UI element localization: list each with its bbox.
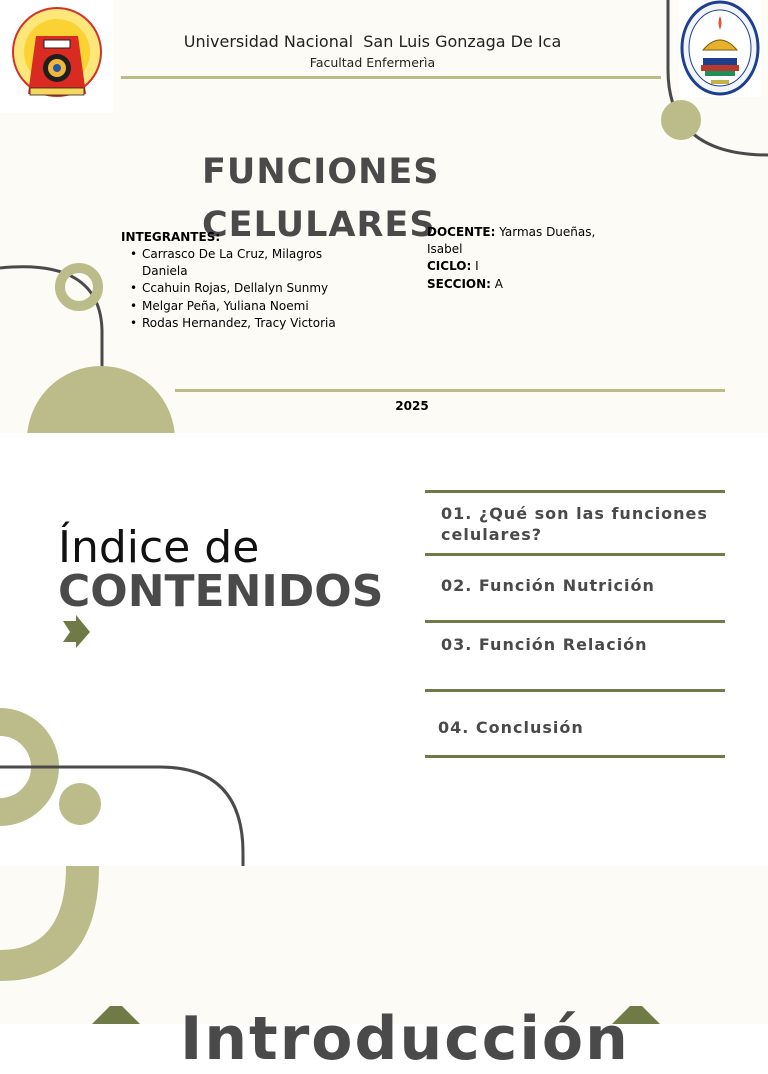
index-rule xyxy=(425,755,725,758)
index-item-3[interactable]: 03. Función Relación xyxy=(441,635,648,654)
members-heading: INTEGRANTES: xyxy=(121,230,221,244)
university-logo-right xyxy=(679,0,761,97)
cover-title-line1: FUNCIONES xyxy=(202,152,440,192)
index-dot-left xyxy=(59,783,101,825)
section-label: SECCION: xyxy=(427,276,491,291)
cover-arc-left xyxy=(0,267,102,370)
member-item: • Carrasco De La Cruz, Milagros Daniela xyxy=(128,246,363,280)
cover-half-circle xyxy=(27,366,175,433)
index-rule xyxy=(425,553,725,556)
index-heading-small: Índice de xyxy=(58,522,260,573)
index-rule xyxy=(425,490,725,493)
index-heading-big: CONTENIDOS xyxy=(58,566,384,617)
cover-title xyxy=(202,146,440,252)
intro-quarter-ring xyxy=(0,866,99,981)
index-item-1[interactable]: 01. ¿Qué son las funciones celulares? xyxy=(441,504,708,544)
cover-title-line2: CELULARES xyxy=(202,205,436,245)
members-list xyxy=(128,246,363,332)
cover-dot-top-right xyxy=(661,100,701,140)
teacher-row xyxy=(427,224,617,258)
course-info xyxy=(427,224,617,293)
teacher-value: Yarmas Dueñas, Isabel xyxy=(427,225,596,257)
index-rule xyxy=(425,620,725,623)
university-name: Universidad Nacional San Luis Gonzaga De Ica xyxy=(183,32,562,51)
cover-ring-left xyxy=(60,268,98,306)
cycle-label: CICLO: xyxy=(427,259,472,274)
header-rule xyxy=(121,76,661,79)
section-value: A xyxy=(490,276,503,291)
university-seal-icon xyxy=(0,0,113,113)
cycle-value: I xyxy=(471,259,479,274)
nursing-lamp-seal-icon xyxy=(679,0,761,97)
faculty-name: Facultad Enfermerìa xyxy=(309,55,436,70)
university-logo-left xyxy=(0,0,113,113)
member-item: • Ccahuin Rojas, Dellalyn Sunmy xyxy=(128,280,363,297)
member-item: • Rodas Hernandez, Tracy Victoria xyxy=(128,315,363,332)
index-rule xyxy=(425,689,725,692)
arrow-right-icon xyxy=(63,615,90,648)
intro-slide xyxy=(0,866,768,1024)
intro-heading: Introducción xyxy=(180,1004,630,1074)
footer-rule xyxy=(175,389,725,392)
cycle-row xyxy=(427,258,617,275)
cover-year: 2025 xyxy=(395,399,429,413)
member-item: • Melgar Peña, Yuliana Noemi xyxy=(128,298,363,315)
index-item-4[interactable]: 04. Conclusión xyxy=(438,718,584,737)
teacher-label: DOCENTE: xyxy=(427,225,496,239)
index-slide xyxy=(0,433,768,866)
intro-decoration xyxy=(0,866,768,1024)
index-item-2[interactable]: 02. Función Nutrición xyxy=(441,576,655,595)
intro-arrow-left-icon xyxy=(92,1006,140,1024)
section-row xyxy=(427,276,617,293)
cover-slide xyxy=(0,0,768,433)
